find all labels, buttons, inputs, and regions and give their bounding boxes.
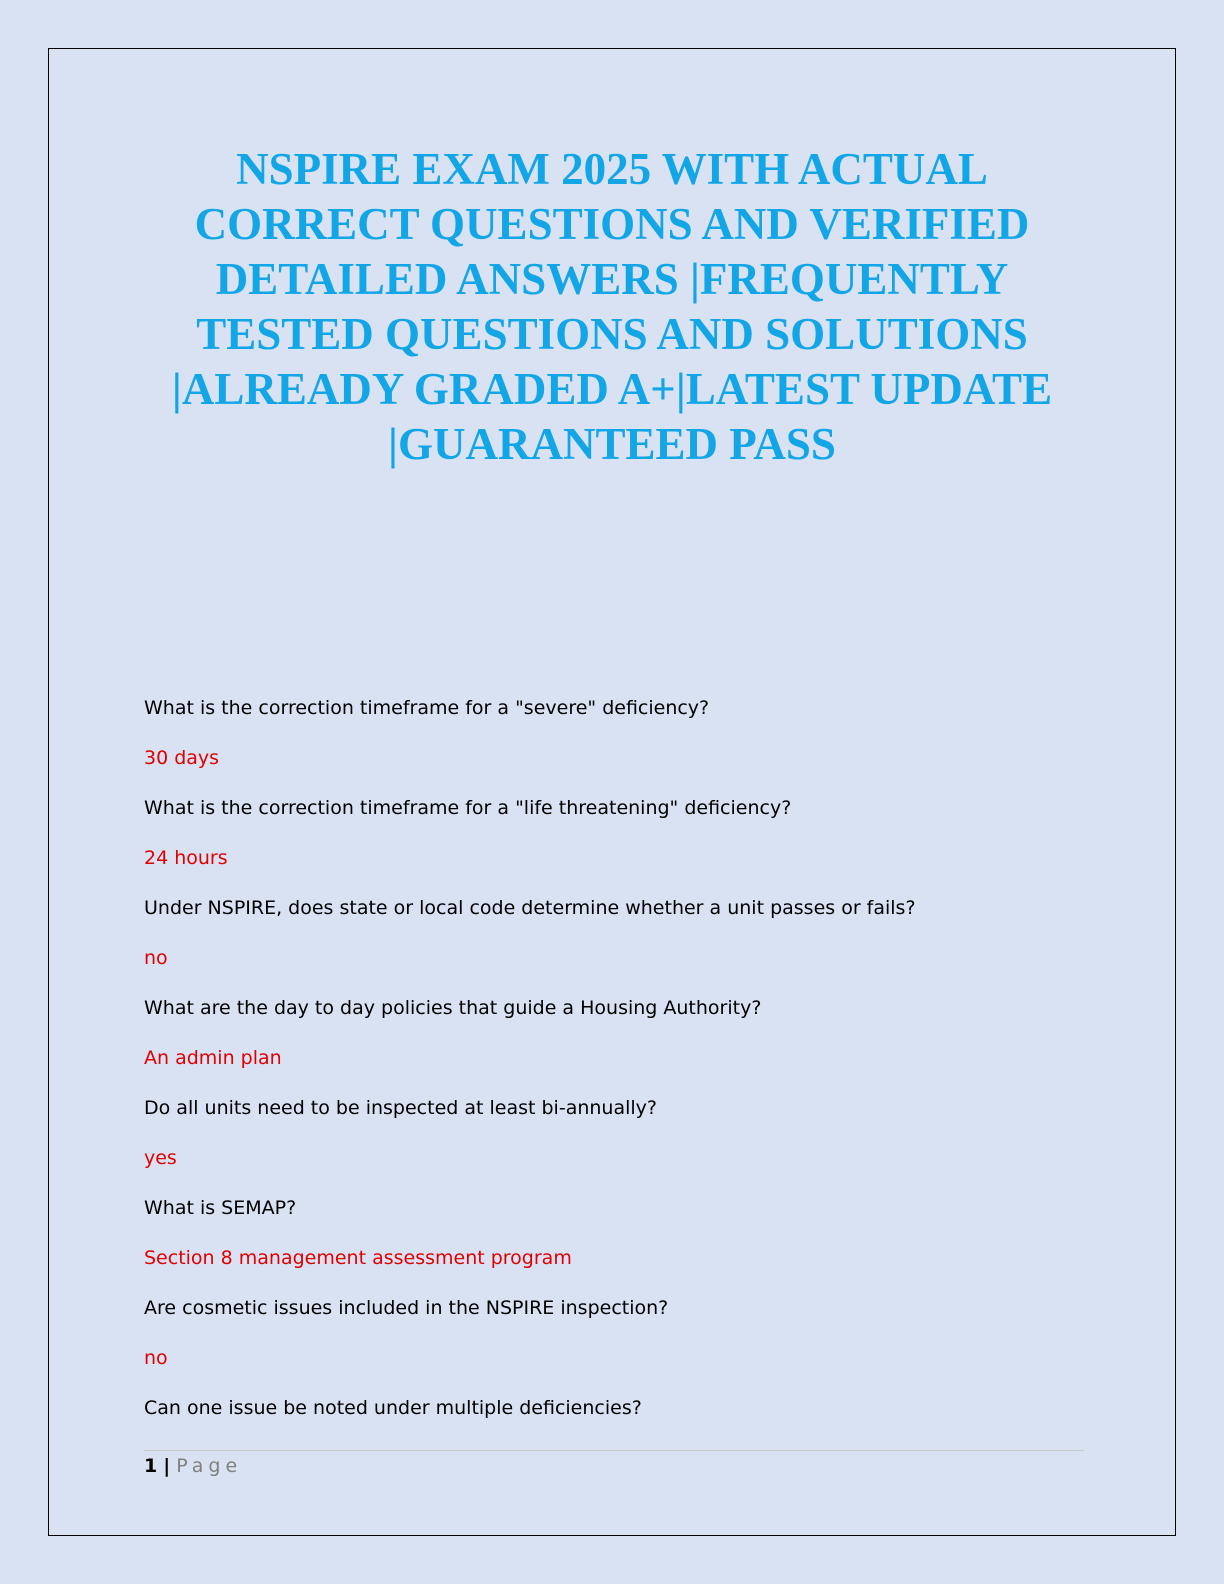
question: Are cosmetic issues included in the NSPIRE inspection? xyxy=(144,1297,669,1319)
question: What are the day to day policies that guide a Housing Authority? xyxy=(144,997,762,1019)
document-title xyxy=(130,142,1094,472)
answer: Section 8 management assessment program xyxy=(144,1247,572,1269)
answer: yes xyxy=(144,1147,177,1169)
footer-separator: | xyxy=(163,1455,171,1477)
page-label: Page xyxy=(176,1455,243,1477)
title-line: DETAILED ANSWERS |FREQUENTLY xyxy=(215,254,1009,304)
title-line: CORRECT QUESTIONS AND VERIFIED xyxy=(194,199,1030,249)
answer: 30 days xyxy=(144,747,220,769)
qa-list xyxy=(144,694,1084,1444)
answer: An admin plan xyxy=(144,1047,282,1069)
title-line: NSPIRE EXAM 2025 WITH ACTUAL xyxy=(236,144,988,194)
question: What is the correction timeframe for a "severe" deficiency? xyxy=(144,697,710,719)
question: Do all units need to be inspected at least bi-annually? xyxy=(144,1097,657,1119)
page-footer xyxy=(144,1453,242,1479)
title-line: TESTED QUESTIONS AND SOLUTIONS xyxy=(196,309,1028,359)
title-line: |ALREADY GRADED A+|LATEST UPDATE xyxy=(171,364,1053,414)
question: Can one issue be noted under multiple deficiencies? xyxy=(144,1397,642,1419)
footer-divider xyxy=(144,1450,1084,1451)
title-line: |GUARANTEED PASS xyxy=(388,419,836,469)
answer: no xyxy=(144,1347,168,1369)
question: What is SEMAP? xyxy=(144,1197,297,1219)
page-number: 1 xyxy=(144,1455,158,1477)
question: Under NSPIRE, does state or local code determine whether a unit passes or fails? xyxy=(144,897,916,919)
question: What is the correction timeframe for a "life threatening" deficiency? xyxy=(144,797,792,819)
answer: no xyxy=(144,947,168,969)
answer: 24 hours xyxy=(144,847,228,869)
